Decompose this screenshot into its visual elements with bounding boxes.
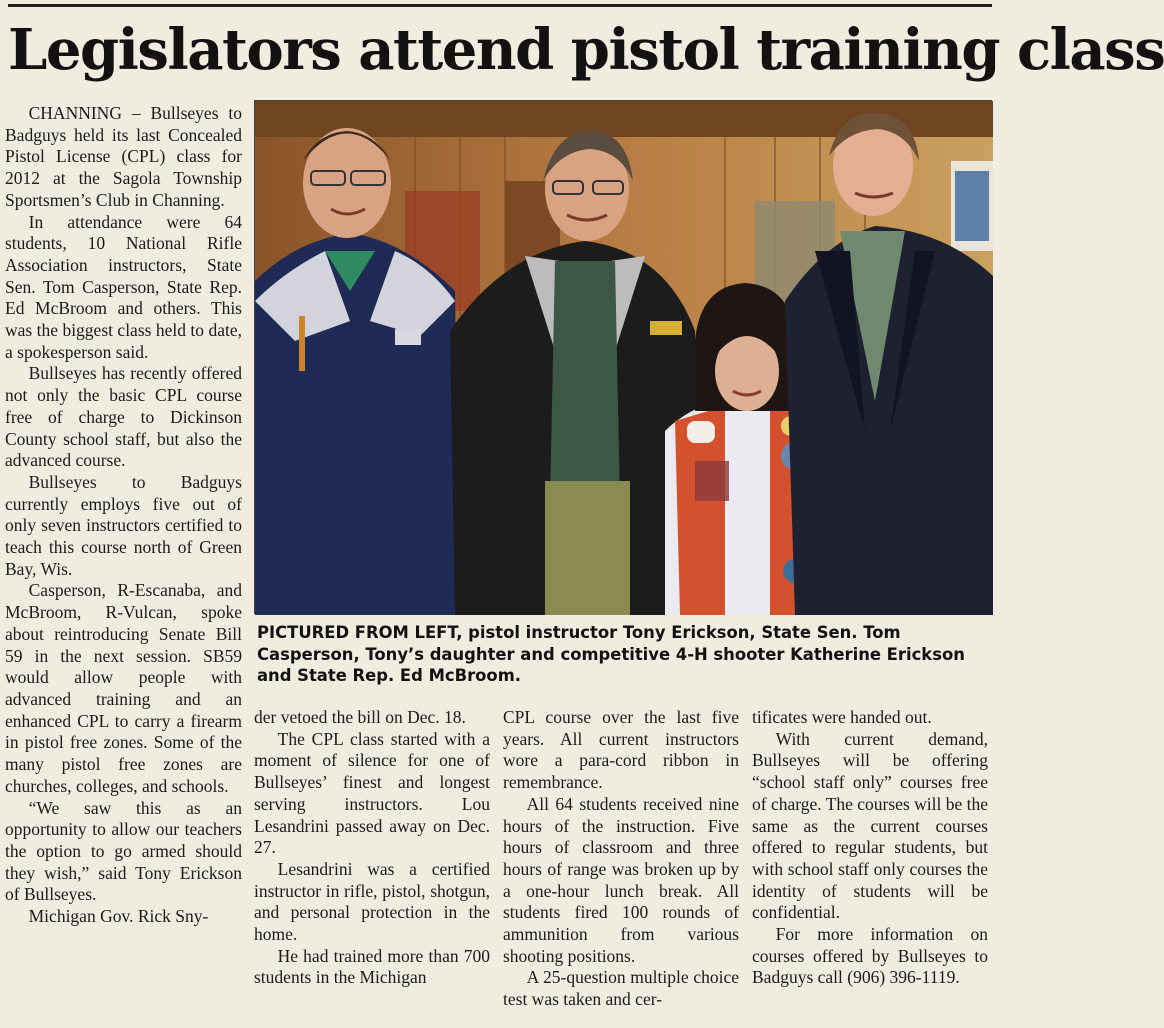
paragraph: He had trained more than 700 students in the Michigan bbox=[254, 945, 490, 988]
article-column-1 bbox=[5, 103, 242, 928]
article-column-3 bbox=[503, 707, 739, 1011]
group-photo bbox=[254, 100, 992, 614]
photo-caption: PICTURED FROM LEFT, pistol instructor Tony Erickson, State Sen. Tom Casperson, Tony’s daughter and competitive 4-H shooter Katherine Erickson and State Rep. Ed McBroom. bbox=[257, 623, 965, 685]
paragraph: The CPL class started with a moment of silence for one of Bullseyes’ finest and longest serving instructors. Lou Lesandrini passed away on Dec. 27. bbox=[254, 728, 490, 858]
paragraph: CPL course over the last five years. All current instructors wore a para-cord ribbon in remembrance. bbox=[503, 707, 739, 793]
article-column-4 bbox=[752, 707, 988, 989]
paragraph: CHANNING – Bullseyes to Badguys held its last Concealed Pistol License (CPL) class for 2012 at the Sagola Township Sportsmen’s Club in Channing. bbox=[5, 103, 242, 210]
paragraph: All 64 students received nine hours of the instruction. Five hours of classroom and three hours of range was broken up by a one-hour lunch break. All students fired 100 rounds of ammunition from various shooting positions. bbox=[503, 793, 739, 966]
paragraph: “We saw this as an opportunity to allow our teachers the option to go armed should they wish,” said Tony Erickson of Bullseyes. bbox=[5, 797, 242, 905]
headline: Legislators attend pistol training class bbox=[8, 17, 1164, 83]
article-column-2 bbox=[254, 707, 490, 989]
paragraph: Michigan Gov. Rick Sny- bbox=[28, 906, 209, 927]
paragraph: tificates were handed out. bbox=[752, 707, 932, 727]
paragraph: A 25-question multiple choice test was taken and cer- bbox=[503, 967, 739, 1010]
paragraph: Bullseyes to Badguys currently employs five out of only seven instructors certified to teach this course north of Green Bay, Wis. bbox=[5, 471, 242, 579]
paragraph: In attendance were 64 students, 10 National Rifle Association instructors, State Sen. Tom Casperson, State Rep. Ed McBroom and others. This was the biggest class held to date, a spokesperson said. bbox=[5, 211, 242, 362]
paragraph: der vetoed the bill on Dec. 18. bbox=[254, 707, 466, 727]
paragraph: Bullseyes has recently offered not only the basic CPL course free of charge to Dickinson County school staff, but also the advanced course. bbox=[5, 363, 242, 471]
photo-illustration bbox=[255, 101, 993, 615]
paragraph: Lesandrini was a certified instructor in rifle, pistol, shotgun, and personal protection in the home. bbox=[254, 858, 490, 945]
paragraph: Casperson, R-Escanaba, and McBroom, R-Vulcan, spoke about reintroducing Senate Bill 59 in the next session. SB59 would allow people with advanced training and an enhanced CPL to carry a firearm in pistol free zones. Some of the many pistol free zones are churches, colleges, and schools. bbox=[5, 580, 242, 796]
top-rule bbox=[8, 4, 992, 7]
paragraph: For more information on courses offered by Bullseyes to Badguys call (906) 396-1119. bbox=[752, 924, 988, 988]
paragraph: With current demand, Bullseyes will be offering “school staff only” courses free of charge. The courses will be the same as the current courses offered to regular students, but with school staff only courses the identity of students will be confidential. bbox=[752, 728, 989, 923]
